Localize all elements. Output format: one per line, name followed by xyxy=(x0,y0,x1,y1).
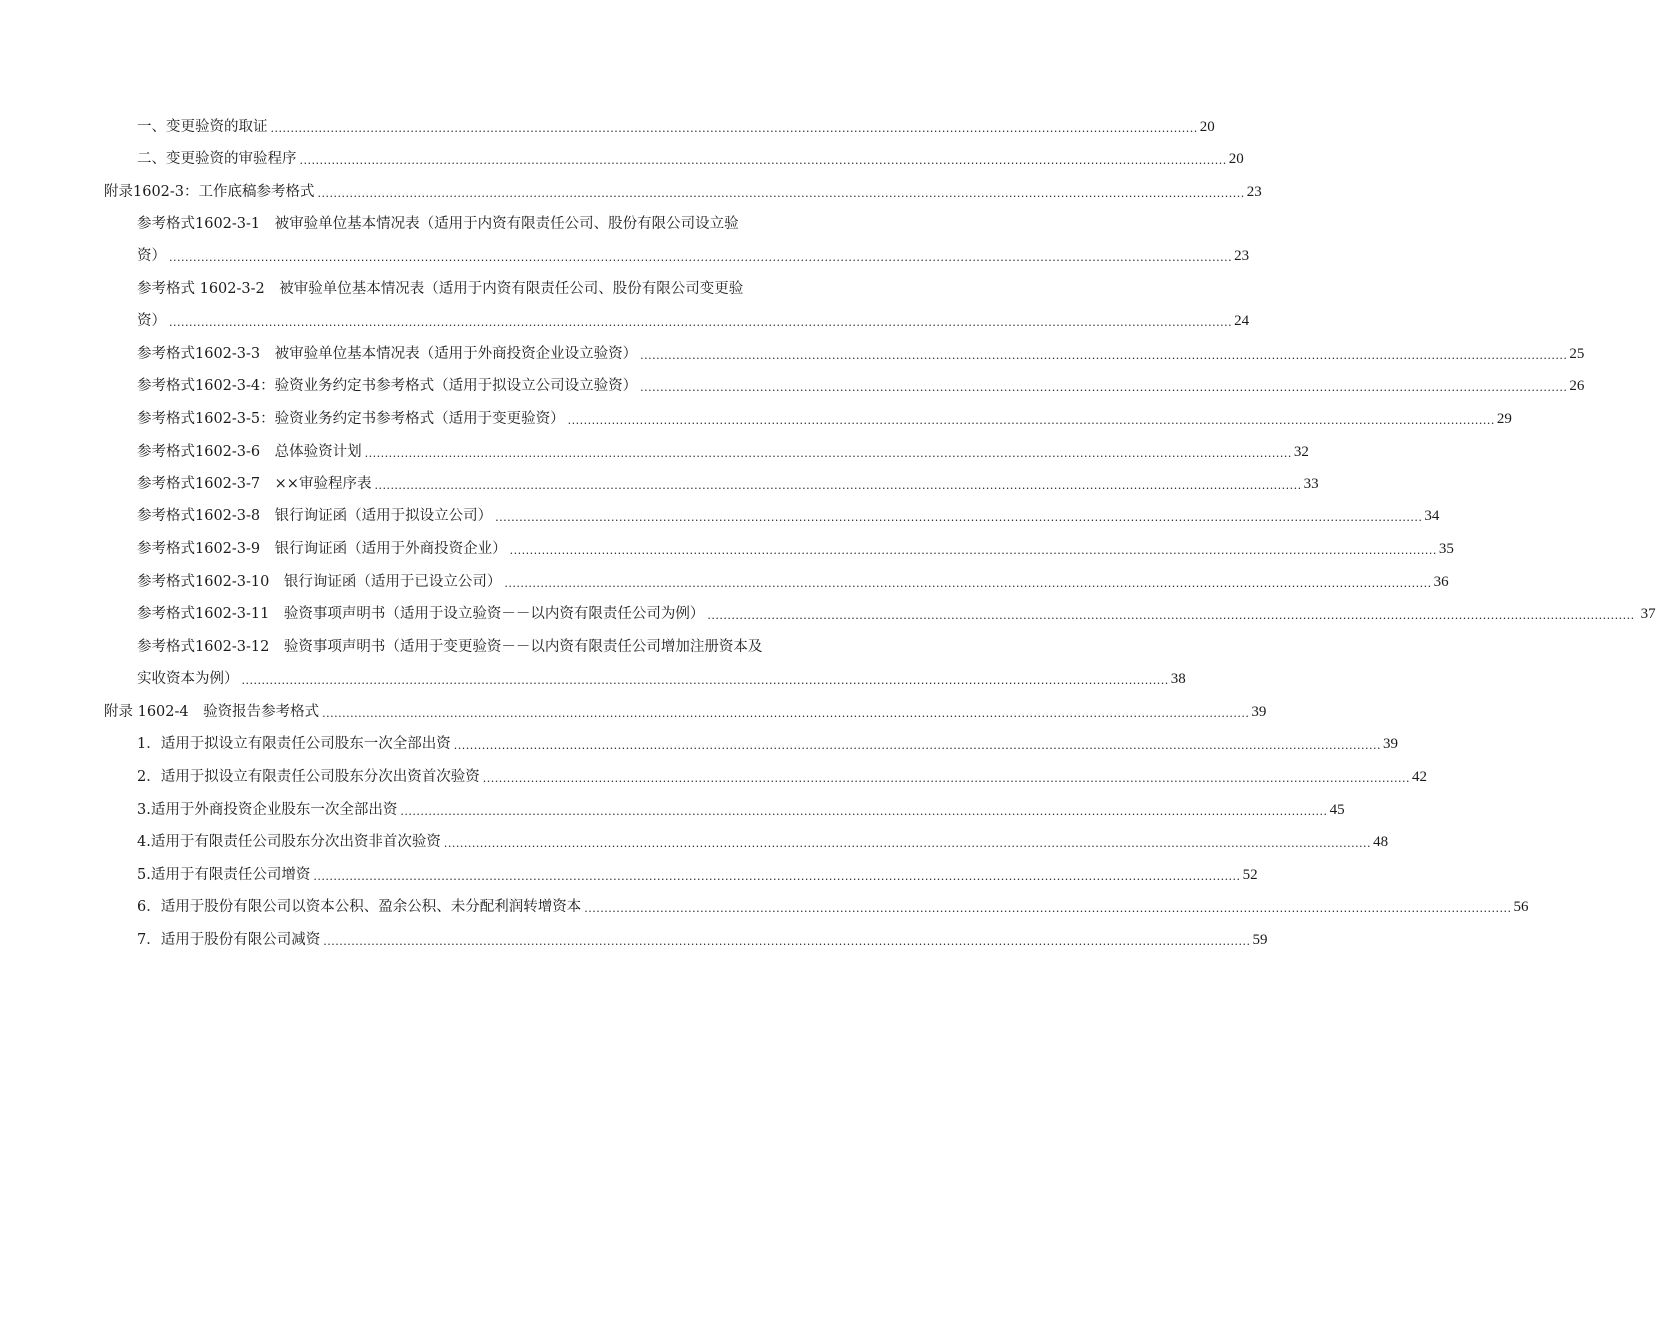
toc-page-number: 45 xyxy=(1329,802,1345,818)
dot-leader: ........................................................................................................................................................................................................................................ xyxy=(707,609,1635,622)
toc-page-number: 35 xyxy=(1438,541,1454,557)
toc-entry-title: 二、变更验资的审验程序 xyxy=(137,151,297,167)
toc-page-number: 23 xyxy=(1246,184,1262,200)
dot-leader: ........................................................................................................................................................................................................................................ xyxy=(584,902,1512,915)
toc-page-number: 33 xyxy=(1303,476,1319,492)
toc-page-number: 23 xyxy=(1234,248,1250,264)
dot-leader: ........................................................................................................................................................................................................................................ xyxy=(640,381,1568,394)
dot-leader: ........................................................................................................................................................................................................................................ xyxy=(313,870,1241,883)
toc-entry-title: 参考格式1602-3-5：验资业务约定书参考格式（适用于变更验资） xyxy=(137,411,565,427)
toc-entry-title: 7．适用于股份有限公司减资 xyxy=(137,932,321,948)
dot-leader: ........................................................................................................................................................................................................................................ xyxy=(443,837,1372,850)
toc-entry xyxy=(0,209,1250,273)
toc-entry-title: 1．适用于拟设立有限责任公司股东一次全部出资 xyxy=(137,736,451,752)
toc-page-number: 36 xyxy=(1433,574,1449,590)
dot-leader: ........................................................................................................................................................................................................................................ xyxy=(299,154,1227,167)
toc-entry-title: 参考格式1602-3-12 验资事项声明书（适用于变更验资－－以内资有限责任公司增加注册资本及 xyxy=(137,639,763,655)
toc-entry-title: 4.适用于有限责任公司股东分次出资非首次验资 xyxy=(137,834,441,850)
toc-page-number: 37 xyxy=(1640,606,1656,622)
toc-page-number: 26 xyxy=(1569,378,1585,394)
toc-entry-title: 3.适用于外商投资企业股东一次全部出资 xyxy=(137,802,398,818)
toc-entry xyxy=(0,567,1449,599)
toc-page-number: 52 xyxy=(1242,867,1258,883)
toc-entry-title-continued: 资） xyxy=(137,313,166,329)
toc-entry xyxy=(0,632,1186,696)
toc-entry xyxy=(0,112,1215,144)
toc-entry-title: 参考格式1602-3-6 总体验资计划 xyxy=(137,444,362,460)
toc-entry-title: 参考格式1602-3-7 ××审验程序表 xyxy=(137,476,372,492)
toc-entry-title: 参考格式1602-3-10 银行询证函（适用于已设立公司） xyxy=(137,574,502,590)
toc-page-number: 32 xyxy=(1293,444,1309,460)
dot-leader: ........................................................................................................................................................................................................................................ xyxy=(317,187,1245,200)
toc-page-number: 25 xyxy=(1569,346,1585,362)
toc-page-number: 20 xyxy=(1228,151,1244,167)
toc-entry-title: 参考格式1602-3-1 被审验单位基本情况表（适用于内资有限责任公司、股份有限公司设立验 xyxy=(137,216,739,232)
toc-entry xyxy=(0,437,1309,469)
toc-entry-title: 2．适用于拟设立有限责任公司股东分次出资首次验资 xyxy=(137,769,480,785)
toc-entry xyxy=(0,274,1250,338)
toc-entry-title: 附录1602-3：工作底稿参考格式 xyxy=(104,184,315,200)
toc-entry-title: 参考格式1602-3-9 银行询证函（适用于外商投资企业） xyxy=(137,541,507,557)
toc-entry xyxy=(0,177,1262,209)
toc-entry xyxy=(0,371,1585,403)
toc-entry-title-continued: 实收资本为例） xyxy=(137,671,239,687)
dot-leader: ........................................................................................................................................................................................................................................ xyxy=(495,511,1423,524)
toc-entry-title: 附录 1602-4 验资报告参考格式 xyxy=(104,704,320,720)
toc-page-number: 24 xyxy=(1234,313,1250,329)
toc-entry xyxy=(0,144,1244,176)
dot-leader: .......................................................................................................................................................................................................................................................................... xyxy=(169,316,1233,329)
toc-page-number: 42 xyxy=(1411,769,1427,785)
toc-page-number: 29 xyxy=(1496,411,1512,427)
toc-page-number: 59 xyxy=(1252,932,1268,948)
toc-entry-title: 参考格式1602-3-8 银行询证函（适用于拟设立公司） xyxy=(137,508,493,524)
toc-entry xyxy=(0,501,1440,533)
toc-entry-title: 参考格式 1602-3-2 被审验单位基本情况表（适用于内资有限责任公司、股份有限公司变更验 xyxy=(137,281,744,297)
toc-entry-title: 5.适用于有限责任公司增资 xyxy=(137,867,311,883)
dot-leader: ........................................................................................................................................................................................................................................ xyxy=(374,479,1302,492)
toc-page-number: 39 xyxy=(1251,704,1267,720)
dot-leader: ........................................................................................................................................................................................................................................ xyxy=(567,414,1495,427)
toc-page-number: 39 xyxy=(1382,736,1398,752)
toc-entry-title: 参考格式1602-3-3 被审验单位基本情况表（适用于外商投资企业设立验资） xyxy=(137,346,638,362)
dot-leader: ........................................................................................................................................................................................................................................ xyxy=(241,674,1169,687)
dot-leader: ........................................................................................................................................................................................................................................ xyxy=(509,544,1437,557)
toc-page-number: 38 xyxy=(1170,671,1186,687)
toc-page-number: 48 xyxy=(1373,834,1389,850)
dot-leader: ........................................................................................................................................................................................................................................ xyxy=(322,707,1250,720)
toc-entry xyxy=(0,339,1585,371)
dot-leader: .......................................................................................................................................................................................................................................................................... xyxy=(169,251,1233,264)
dot-leader: ........................................................................................................................................................................................................................................ xyxy=(504,577,1432,590)
toc-page-number: 56 xyxy=(1513,899,1529,915)
toc-entry xyxy=(0,729,1398,761)
toc-entry xyxy=(0,599,1656,631)
toc-entry xyxy=(0,795,1345,827)
toc-entry-title: 参考格式1602-3-11 验资事项声明书（适用于设立验资－－以内资有限责任公司为例） xyxy=(137,606,705,622)
dot-leader: ........................................................................................................................................................................................................................................ xyxy=(270,122,1198,135)
toc-entry xyxy=(0,892,1529,924)
toc-page-number: 20 xyxy=(1199,119,1215,135)
toc-entry xyxy=(0,925,1268,957)
toc-entry-title: 6．适用于股份有限公司以资本公积、盈余公积、未分配利润转增资本 xyxy=(137,899,582,915)
toc-entry xyxy=(0,762,1427,794)
toc-entry-title: 一、变更验资的取证 xyxy=(137,119,268,135)
toc-page-number: 34 xyxy=(1424,508,1440,524)
dot-leader: ........................................................................................................................................................................................................................................ xyxy=(482,772,1410,785)
toc-entry-title: 参考格式1602-3-4：验资业务约定书参考格式（适用于拟设立公司设立验资） xyxy=(137,378,638,394)
dot-leader: ........................................................................................................................................................................................................................................ xyxy=(323,935,1251,948)
dot-leader: ........................................................................................................................................................................................................................................ xyxy=(400,805,1328,818)
dot-leader: ........................................................................................................................................................................................................................................ xyxy=(453,739,1381,752)
toc-entry xyxy=(0,534,1454,566)
toc-entry xyxy=(0,860,1258,892)
toc-entry xyxy=(0,404,1512,436)
toc-entry xyxy=(0,697,1267,729)
toc-entry-title-continued: 资） xyxy=(137,248,166,264)
toc-entry xyxy=(0,827,1389,859)
dot-leader: ........................................................................................................................................................................................................................................ xyxy=(640,349,1568,362)
dot-leader: ........................................................................................................................................................................................................................................ xyxy=(364,447,1292,460)
toc-entry xyxy=(0,469,1319,501)
